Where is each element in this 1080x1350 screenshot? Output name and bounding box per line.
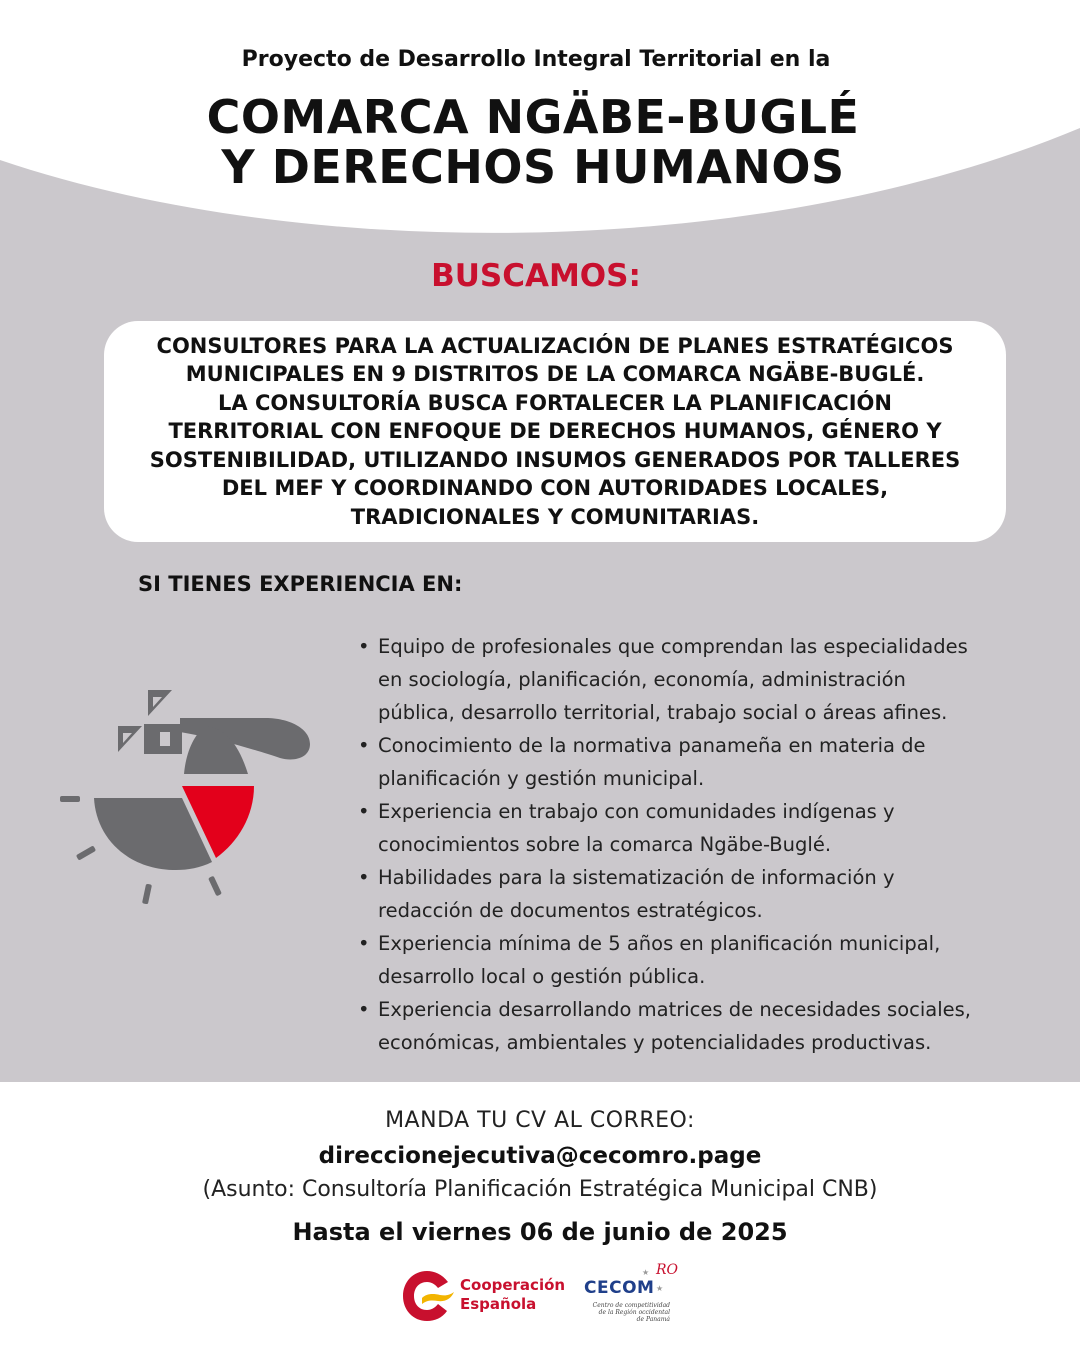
list-item xyxy=(354,993,1054,1059)
contact-email-link[interactable]: direccionejecutiva@cecomro.page xyxy=(318,1143,762,1169)
list-item-line: Equipo de profesionales que comprendan las especialidades xyxy=(378,635,968,658)
email-subject: (Asunto: Consultoría Planificación Estratégica Municipal CNB) xyxy=(202,1177,878,1202)
list-item xyxy=(354,927,1054,993)
tagline-line: Centro de competitividad xyxy=(592,1302,670,1309)
bullet-icon: • xyxy=(358,734,370,757)
description-line: DEL MEF Y COORDINANDO CON AUTORIDADES LOCALES, xyxy=(221,476,889,501)
bird-sun-illustration-icon xyxy=(56,688,318,910)
list-item-line: desarrollo local o gestión pública. xyxy=(378,965,706,988)
list-item-line: Habilidades para la sistematización de información y xyxy=(378,866,895,889)
project-subtitle: Proyecto de Desarrollo Integral Territorial en la xyxy=(241,47,831,72)
list-item-line: Experiencia mínima de 5 años en planificación municipal, xyxy=(378,932,941,955)
cecom-tagline xyxy=(586,1302,670,1323)
requirements-list xyxy=(354,630,1054,1059)
cecom-name: CECOM xyxy=(584,1278,655,1298)
buscamos-heading: BUSCAMOS: xyxy=(431,258,641,294)
list-item-line: pública, desarrollo territorial, trabajo social o áreas afines. xyxy=(378,701,948,724)
cooperacion-espanola-logo xyxy=(400,1268,570,1328)
logo-text-line: Española xyxy=(460,1295,537,1313)
logo-text-line: Cooperación xyxy=(460,1276,566,1294)
list-item xyxy=(354,630,1054,729)
deadline-text: Hasta el viernes 06 de junio de 2025 xyxy=(292,1218,788,1246)
description-line: SOSTENIBILIDAD, UTILIZANDO INSUMOS GENERADOS POR TALLERES xyxy=(149,447,961,472)
bullet-icon: • xyxy=(358,866,370,889)
list-item-line: Experiencia desarrollando matrices de necesidades sociales, xyxy=(378,998,971,1021)
description-line: TERRITORIAL CON ENFOQUE DE DERECHOS HUMANOS, GÉNERO Y xyxy=(168,419,942,444)
tagline-line: de la Región occidental xyxy=(598,1309,670,1316)
bullet-icon: • xyxy=(358,635,370,658)
title-line: COMARCA NGÄBE-BUGLÉ xyxy=(206,90,860,144)
cooperacion-espanola-name xyxy=(460,1276,565,1314)
experience-heading: SI TIENES EXPERIENCIA EN: xyxy=(138,572,463,596)
page-title xyxy=(0,92,1066,192)
list-item-line: económicas, ambientales y potencialidades productivas. xyxy=(378,1031,932,1054)
list-item-line: redacción de documentos estratégicos. xyxy=(378,899,763,922)
list-item-line: Experiencia en trabajo con comunidades indígenas y xyxy=(378,800,895,823)
cecomro-logo xyxy=(584,1262,694,1326)
bullet-icon: • xyxy=(358,932,370,955)
list-item xyxy=(354,795,1054,861)
cooperacion-espanola-logo-icon xyxy=(400,1268,456,1324)
title-line: Y DERECHOS HUMANOS xyxy=(221,140,845,194)
description-text xyxy=(150,332,960,532)
list-item-line: en sociología, planificación, economía, administración xyxy=(378,668,906,691)
tagline-line: de Panamá xyxy=(636,1316,670,1323)
list-item-line: Conocimiento de la normativa panameña en materia de xyxy=(378,734,926,757)
list-item-line: planificación y gestión municipal. xyxy=(378,767,705,790)
description-line: CONSULTORES PARA LA ACTUALIZACIÓN DE PLANES ESTRATÉGICOS xyxy=(156,333,954,358)
send-cv-label: MANDA TU CV AL CORREO: xyxy=(385,1108,695,1133)
star-icon: ★ xyxy=(642,1268,650,1277)
description-line: TRADICIONALES Y COMUNITARIAS. xyxy=(350,504,760,529)
description-line: MUNICIPALES EN 9 DISTRITOS DE LA COMARCA NGÄBE-BUGLÉ. xyxy=(185,362,925,387)
list-item xyxy=(354,729,1054,795)
bullet-icon: • xyxy=(358,998,370,1021)
star-icon: ★ xyxy=(656,1284,664,1293)
description-line: LA CONSULTORÍA BUSCA FORTALECER LA PLANIFICACIÓN xyxy=(218,390,892,415)
list-item xyxy=(354,861,1054,927)
cecom-suffix: RO xyxy=(656,1262,679,1278)
bullet-icon: • xyxy=(358,800,370,823)
description-box xyxy=(104,321,1006,542)
list-item-line: conocimientos sobre la comarca Ngäbe-Buglé. xyxy=(378,833,832,856)
